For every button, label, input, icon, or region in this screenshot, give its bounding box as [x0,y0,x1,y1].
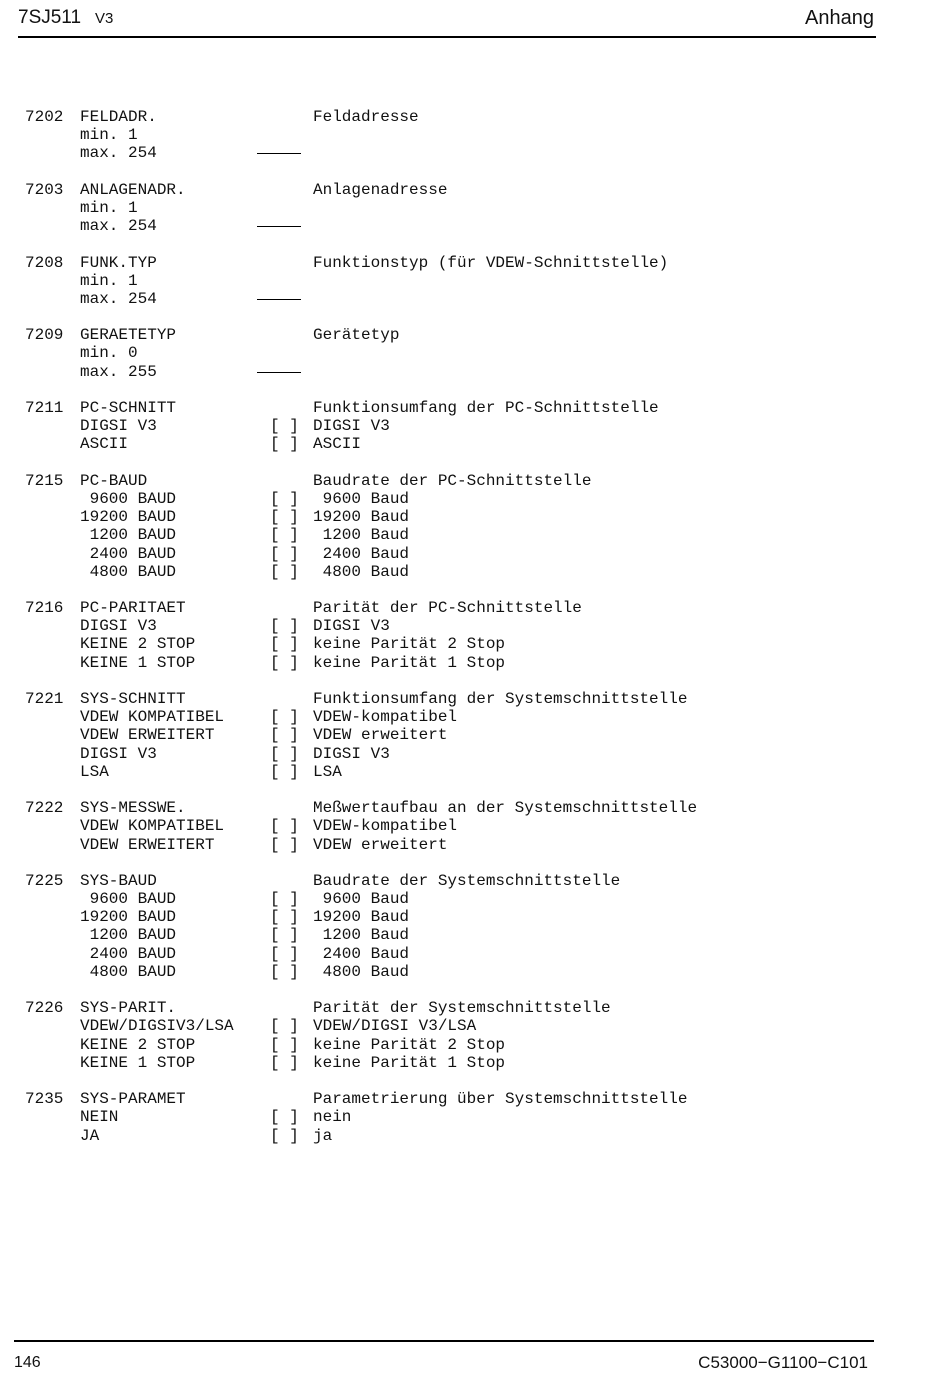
parameter-number: 7222 [25,799,64,818]
option-description: 2400 Baud [313,944,410,963]
doc-version: V3 [95,10,114,27]
option-code: 4800 BAUD [80,962,177,981]
option-code: 1200 BAUD [80,926,177,945]
parameter-description: Parität der PC-Schnittstelle [313,599,582,618]
option-code: LSA [80,762,109,781]
option-checkbox[interactable]: [ ] [270,762,299,781]
parameter-description: Baudrate der PC-Schnittstelle [313,471,592,490]
parameter-description: Baudrate der Systemschnittstelle [313,871,621,890]
option-checkbox[interactable]: [ ] [270,817,299,836]
option-checkbox[interactable]: [ ] [270,653,299,672]
parameter-number: 7203 [25,180,64,199]
parameter-description: Parametrierung über Systemschnittstelle [313,1090,688,1109]
parameter-number: 7225 [25,871,64,890]
option-description: VDEW-kompatibel [313,708,458,727]
parameter-number: 7209 [25,326,64,345]
page-footer [14,1340,874,1376]
option-code: KEINE 2 STOP [80,635,196,654]
header-doc-id [18,7,113,29]
option-code: KEINE 1 STOP [80,653,196,672]
option-checkbox[interactable]: [ ] [270,544,299,563]
option-checkbox[interactable]: [ ] [270,890,299,909]
header-section-title: Anhang [805,7,874,29]
entry-field-line [257,153,301,154]
option-checkbox[interactable]: [ ] [270,835,299,854]
option-description: DIGSI V3 [313,417,390,436]
parameter-number: 7226 [25,999,64,1018]
option-checkbox[interactable]: [ ] [270,489,299,508]
parameter-description: Funktionsumfang der PC-Schnittstelle [313,399,659,417]
parameter-number: 7208 [25,253,64,272]
option-code: VDEW KOMPATIBEL [80,708,225,727]
parameter-description: Parität der Systemschnittstelle [313,999,611,1018]
option-code: 2400 BAUD [80,944,177,963]
limit-value: min. 1 [80,271,138,290]
option-checkbox[interactable]: [ ] [270,617,299,636]
option-checkbox[interactable]: [ ] [270,635,299,654]
option-description: VDEW-kompatibel [313,817,458,836]
limit-value: max. 254 [80,217,157,236]
option-code: 1200 BAUD [80,526,177,545]
option-description: ja [313,1126,333,1145]
parameter-description: Feldadresse [313,108,419,126]
option-code: 2400 BAUD [80,544,177,563]
option-code: JA [80,1126,100,1145]
option-code: VDEW/DIGSIV3/LSA [80,1017,234,1036]
option-description: keine Parität 1 Stop [313,653,506,672]
parameter-name: SYS-SCHNITT [80,690,186,708]
page-header [18,4,876,38]
parameter-name: FELDADR. [80,108,157,126]
option-code: DIGSI V3 [80,417,157,436]
option-description: 4800 Baud [313,562,410,581]
entry-field-line [257,226,301,227]
parameter-description: Funktionsumfang der Systemschnittstelle [313,690,688,708]
parameter-name: PC-BAUD [80,471,148,490]
option-code: 9600 BAUD [80,489,177,508]
doc-code: 7SJ511 [18,7,82,28]
option-description: nein [313,1108,352,1127]
option-code: 9600 BAUD [80,890,177,909]
parameter-name: SYS-MESSWE. [80,799,186,818]
option-checkbox[interactable]: [ ] [270,435,299,454]
option-description: keine Parität 2 Stop [313,635,506,654]
option-code: KEINE 1 STOP [80,1053,196,1072]
parameter-name: ANLAGENADR. [80,180,186,199]
parameter-name: FUNK.TYP [80,253,157,272]
option-checkbox[interactable]: [ ] [270,1035,299,1054]
parameter-number: 7215 [25,471,64,490]
option-description: 9600 Baud [313,489,410,508]
order-number: C53000−G1100−C101 [698,1353,868,1372]
option-description: VDEW erweitert [313,835,448,854]
parameter-number: 7216 [25,599,64,618]
option-description: VDEW erweitert [313,726,448,745]
limit-value: max. 254 [80,144,157,163]
limit-value: min. 0 [80,344,138,363]
option-description: 2400 Baud [313,544,410,563]
option-checkbox[interactable]: [ ] [270,962,299,981]
option-checkbox[interactable]: [ ] [270,1126,299,1145]
option-checkbox[interactable]: [ ] [270,508,299,527]
option-checkbox[interactable]: [ ] [270,1108,299,1127]
parameter-name: GERAETETYP [80,326,177,345]
option-checkbox[interactable]: [ ] [270,926,299,945]
option-code: NEIN [80,1108,119,1127]
parameter-description: Gerätetyp [313,326,400,345]
parameter-description: Anlagenadresse [313,180,448,199]
limit-value: max. 254 [80,289,157,308]
parameter-number: 7221 [25,690,64,708]
option-code: DIGSI V3 [80,617,157,636]
option-description: 19200 Baud [313,508,410,527]
option-description: VDEW/DIGSI V3/LSA [313,1017,477,1036]
option-description: DIGSI V3 [313,744,390,763]
option-description: ASCII [313,435,362,454]
option-description: 9600 Baud [313,890,410,909]
option-description: DIGSI V3 [313,617,390,636]
option-code: VDEW ERWEITERT [80,726,215,745]
option-checkbox[interactable]: [ ] [270,562,299,581]
option-code: DIGSI V3 [80,744,157,763]
option-checkbox[interactable]: [ ] [270,708,299,727]
option-description: LSA [313,762,342,781]
option-checkbox[interactable]: [ ] [270,726,299,745]
option-checkbox[interactable]: [ ] [270,944,299,963]
option-checkbox[interactable]: [ ] [270,417,299,436]
option-code: VDEW ERWEITERT [80,835,215,854]
entry-field-line [257,299,301,300]
parameter-description: Funktionstyp (für VDEW-Schnittstelle) [313,253,669,272]
limit-value: min. 1 [80,126,138,145]
option-code: 19200 BAUD [80,908,177,927]
option-description: 1200 Baud [313,526,410,545]
limit-value: max. 255 [80,362,157,381]
option-code: ASCII [80,435,129,454]
option-code: KEINE 2 STOP [80,1035,196,1054]
option-code: 4800 BAUD [80,562,177,581]
option-checkbox[interactable]: [ ] [270,744,299,763]
option-checkbox[interactable]: [ ] [270,1053,299,1072]
page-number: 146 [14,1354,41,1371]
option-description: 19200 Baud [313,908,410,927]
option-checkbox[interactable]: [ ] [270,1017,299,1036]
parameter-number: 7211 [25,399,64,417]
parameter-number: 7235 [25,1090,64,1109]
parameter-name: SYS-PARAMET [80,1090,186,1109]
entry-field-line [257,372,301,373]
option-description: 1200 Baud [313,926,410,945]
option-checkbox[interactable]: [ ] [270,526,299,545]
option-code: 19200 BAUD [80,508,177,527]
option-checkbox[interactable]: [ ] [270,908,299,927]
option-description: 4800 Baud [313,962,410,981]
parameter-name: PC-PARITAET [80,599,186,618]
parameter-name: PC-SCHNITT [80,399,177,417]
option-description: keine Parität 2 Stop [313,1035,506,1054]
parameter-name: SYS-PARIT. [80,999,177,1018]
parameter-description: Meßwertaufbau an der Systemschnittstelle [313,799,698,818]
limit-value: min. 1 [80,198,138,217]
parameter-name: SYS-BAUD [80,871,157,890]
option-code: VDEW KOMPATIBEL [80,817,225,836]
parameter-number: 7202 [25,108,64,126]
option-description: keine Parität 1 Stop [313,1053,506,1072]
